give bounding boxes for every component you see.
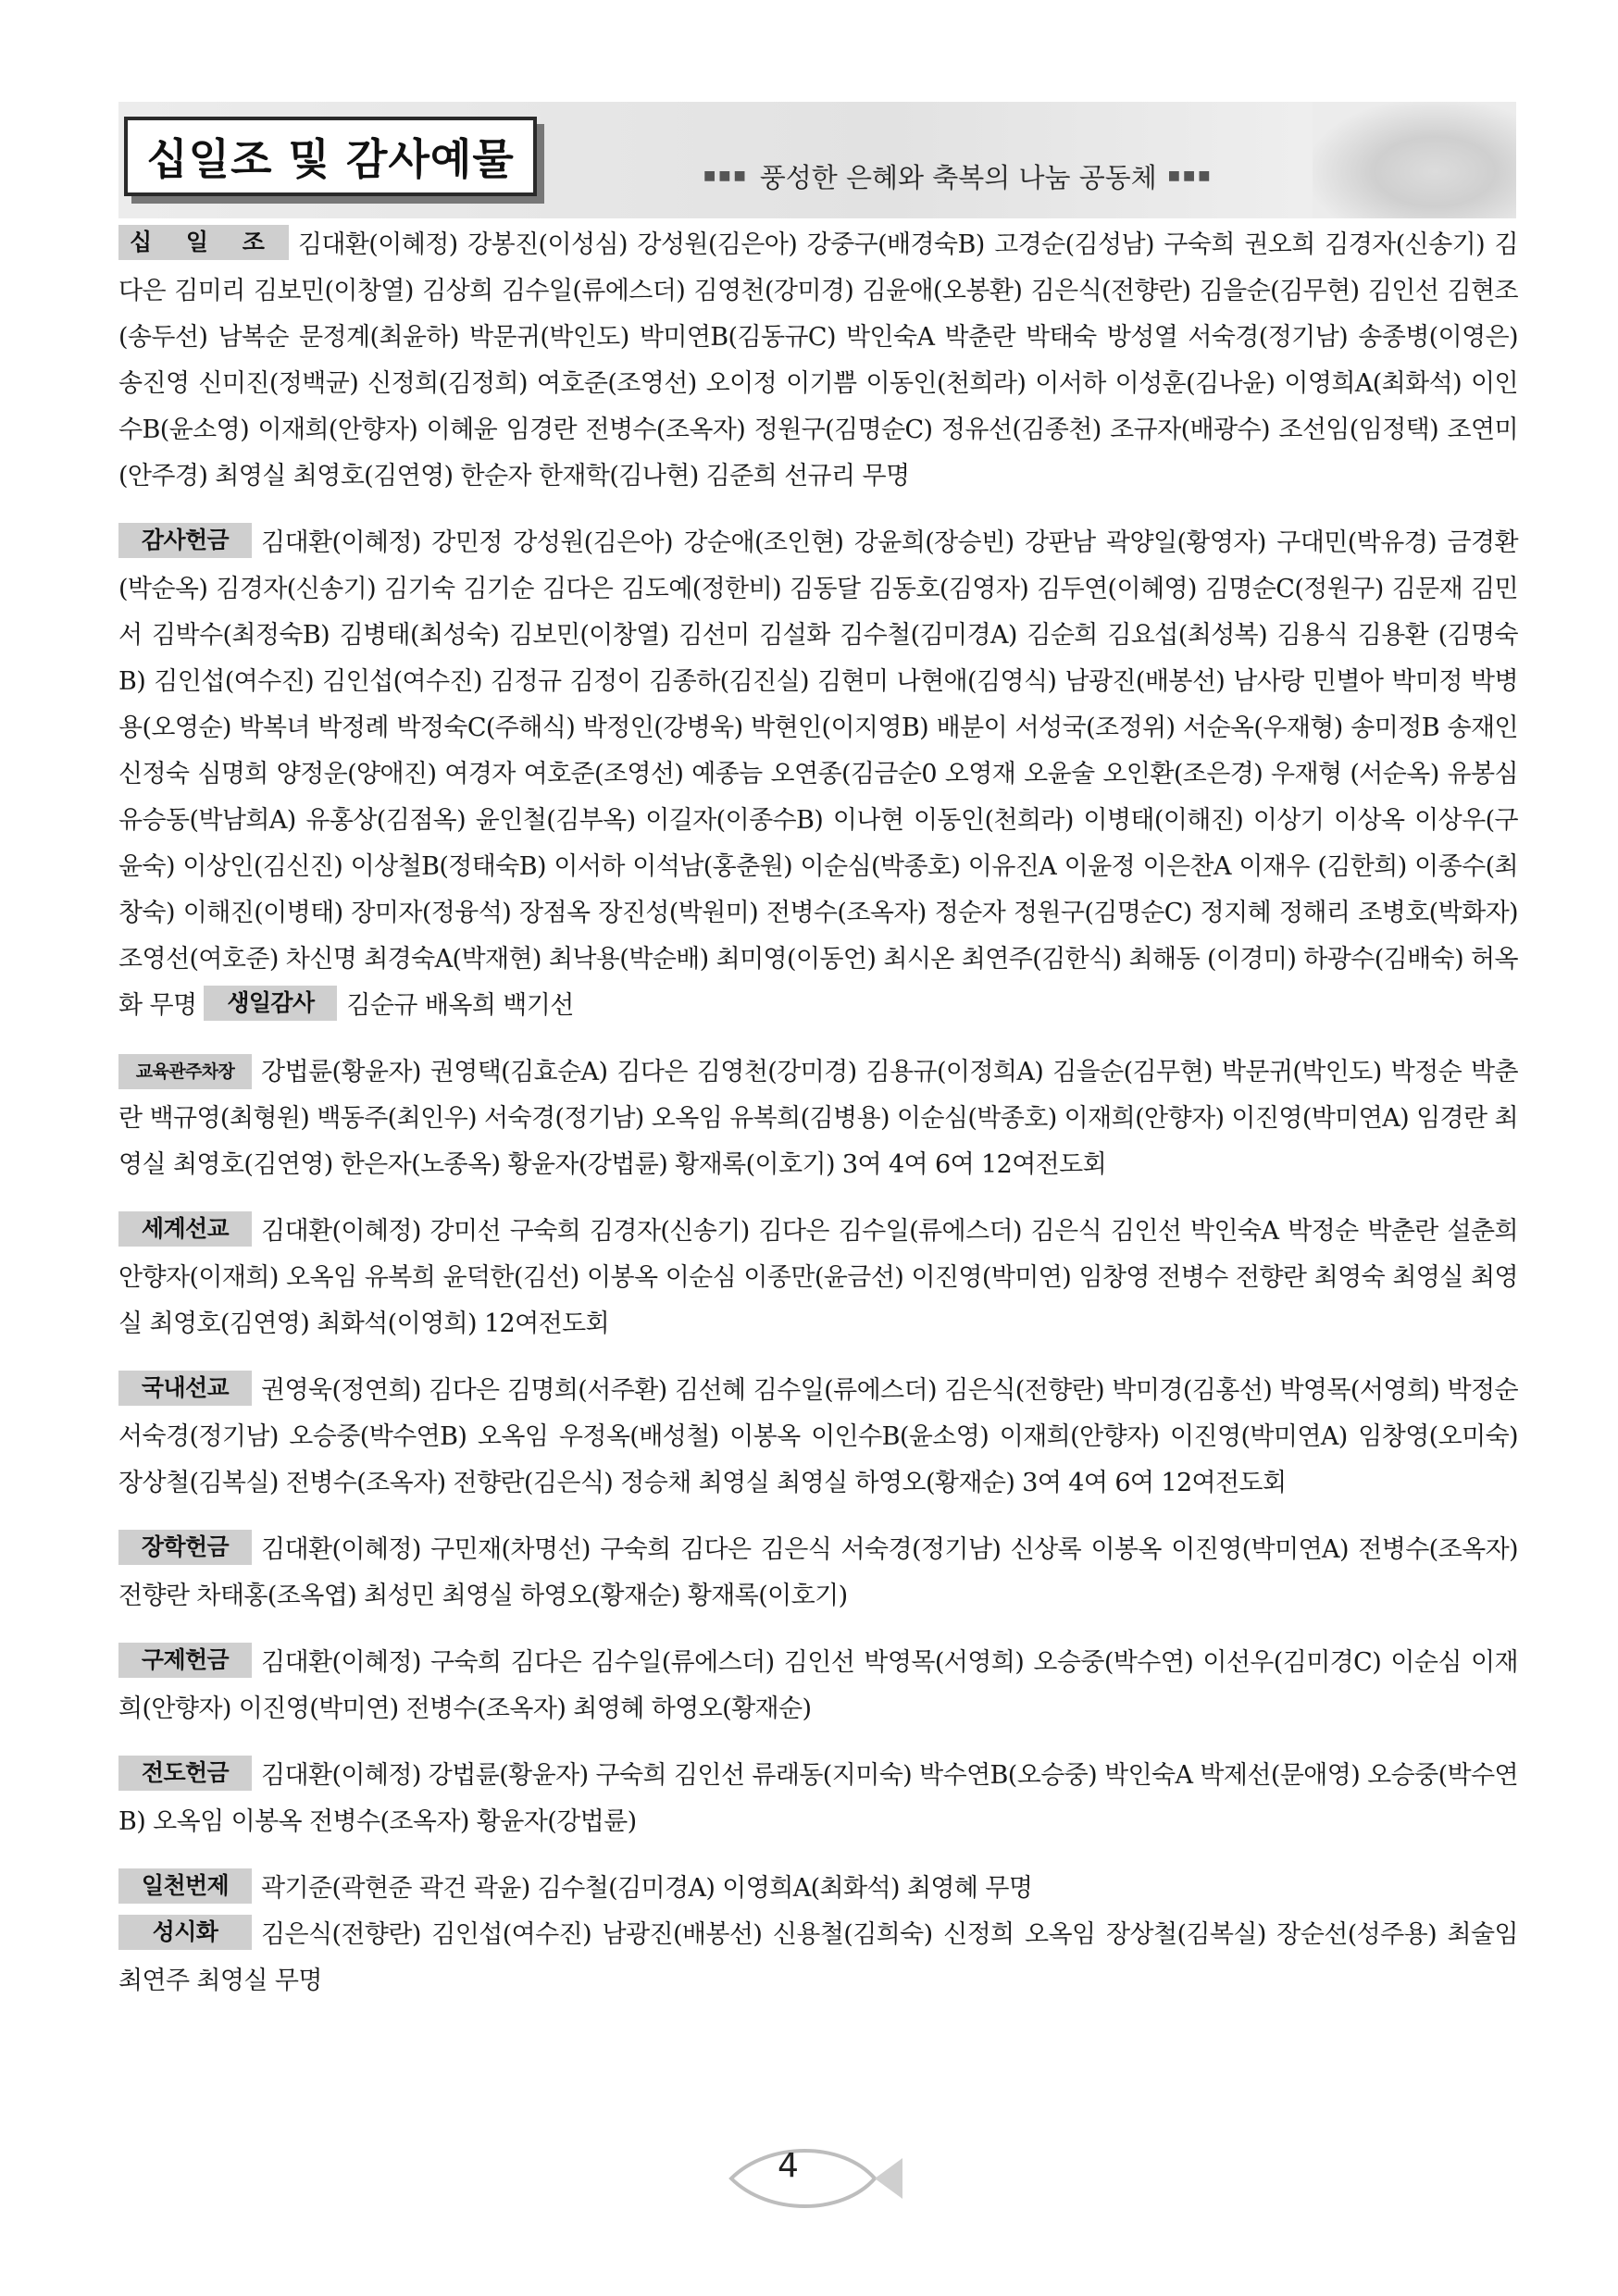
section-label: 십 일 조 bbox=[118, 225, 289, 260]
section-domestic-mission bbox=[118, 1368, 1518, 1507]
page-title-box bbox=[124, 117, 537, 196]
section-tithe bbox=[118, 222, 1518, 500]
subtitle-text: 풍성한 은혜와 축복의 나눔 공동체 bbox=[759, 161, 1157, 193]
page-footer bbox=[722, 2141, 907, 2215]
section-scholarship bbox=[118, 1527, 1518, 1620]
section-evangelism bbox=[118, 1753, 1518, 1845]
donor-names: 김대환(이혜정) 강민정 강성원(김은아) 강순애(조인현) 강윤희(장승빈) 강판남 곽양일(황영자) 구대민(박유경) 금경환 (박순옥) 김경자(신송기) 김기숙 김기순 김다은 김도예(정한비) 김동달 김동호(김영자) 김두연(이혜영) 김명순C(정원구) 김문재 김민서 김박수(최정숙B) 김병태(최성숙) 김보민(이창열) 김선미 김설화 김수철(김미경A) 김순희 김요섭(최성복) 김용식 김용환 (김명숙B) 김인섭(여수진) 김인섭(여수진) 김정규 김정이 김종하(김진실) 김현미 나현애(김영식) 남광진(배봉선) 남사랑 민별아 박미정 박병용(오영순) 박복녀 박정례 박정숙C(주해식) 박정인(강병욱) 박현인(이지영B) 배분이 서성국(조정위) 서순옥(우재형) 송미정B 송재인 신정숙 심명희 양정운(양애진) 여경자 여호준(조영선) 예종늠 오연종(김금순0 오영재 오윤술 오인환(조은경) 우재형 (서순옥) 유봉심 유승동(박남희A) 유홍상(김점옥) 윤인철(김부옥) 이길자(이종수B) 이나현 이동인(천희라) 이병태(이해진) 이상기 이상옥 이상우(구윤숙) 이상인(김신진) 이상철B(정태숙B) 이서하 이석남(홍춘원) 이순심(박종호) 이유진A 이윤정 이은찬A 이재우 (김한희) 이종수(최창숙) 이해진(이병태) 장미자(정융석) 장점옥 장진성(박원미) 전병수(조옥자) 정순자 정원구(김명순C) 정지혜 정해리 조병호(박화자) 조영선(여호준) 차신명 최경숙A(박재현) 최낙용(박순배) 최미영(이동언) 최시온 최연주(김한식) 최해동 (이경미) 하광수(김배숙) 허옥화 무명 bbox=[118, 528, 1518, 1020]
section-world-mission bbox=[118, 1209, 1518, 1347]
section-label-birthday: 생일감사 bbox=[204, 986, 337, 1021]
section-label: 전도헌금 bbox=[118, 1756, 252, 1791]
section-label: 교육관주차장 bbox=[118, 1054, 252, 1089]
donor-names: 김은식(전향란) 김인섭(여수진) 남광진(배봉선) 신용철(김희숙) 신정희 오옥임 장상철(김복실) 장순선(성주용) 최술임 최연주 최영실 무명 bbox=[118, 1920, 1518, 1995]
donor-names: 김대환(이혜정) 강미선 구숙희 김경자(신송기) 김다은 김수일(류에스더) 김은식 김인선 박인숙A 박정순 박춘란 설춘희 안향자(이재희) 오옥임 유복희 윤덕한(김선) 이봉옥 이순심 이종만(윤금선) 이진영(박미연) 임창영 전병수 전향란 최영숙 최영실 최영실 최영호(김연영) 최화석(이영희) 12여전도회 bbox=[118, 1217, 1518, 1338]
offering-list bbox=[118, 222, 1518, 2025]
donor-names: 김대환(이혜정) 강봉진(이성심) 강성원(김은아) 강중구(배경숙B) 고경순(김성남) 구숙희 권오희 김경자(신송기) 김다은 김미리 김보민(이창열) 김상희 김수일(류에스더) 김영천(강미경) 김윤애(오봉환) 김은식(전향란) 김을순(김무현) 김인선 김현조 (송두선) 남복순 문정계(최윤하) 박문귀(박인도) 박미연B(김동규C) 박인숙A 박춘란 박태숙 방성열 서숙경(정기남) 송종병(이영은) 송진영 신미진(정백균) 신정희(김정희) 여호준(조영선) 오이정 이기쁨 이동인(천희라) 이서하 이성훈(김나윤) 이영희A(최화석) 이인수B(윤소영) 이재희(안향자) 이혜윤 임경란 전병수(조옥자) 정원구(김명순C) 정유선(김종천) 조규자(배광수) 조선임(임정택) 조연미(안주경) 최영실 최영호(김연영) 한순자 한재학(김나현) 김준희 선규리 무명 bbox=[118, 230, 1518, 490]
section-label: 성시화 bbox=[118, 1915, 252, 1950]
donor-names: 강법륜(황윤자) 권영택(김효순A) 김다은 김영천(강미경) 김용규(이정희A) 김을순(김무현) 박문귀(박인도) 박정순 박춘란 백규영(최형원) 백동주(최인우) 서숙경(정기남) 오옥임 유복희(김병용) 이순심(박종호) 이재희(안향자) 이진영(박미연A) 임경란 최영실 최영호(김연영) 한은자(노종옥) 황윤자(강법륜) 황재록(이호기) 3여 4여 6여 12여전도회 bbox=[118, 1058, 1518, 1179]
section-label: 감사헌금 bbox=[118, 523, 252, 558]
section-label: 세계선교 bbox=[118, 1211, 252, 1247]
section-label: 국내선교 bbox=[118, 1371, 252, 1406]
donor-names-birthday: 김순규 배옥희 백기선 bbox=[346, 991, 574, 1020]
hands-plant-image bbox=[1313, 102, 1516, 218]
page-number: 4 bbox=[778, 2147, 799, 2185]
donor-names: 김대환(이혜정) 구민재(차명선) 구숙희 김다은 김은식 서숙경(정기남) 신상록 이봉옥 이진영(박미연A) 전병수(조옥자) 전향란 차태홍(조옥엽) 최성민 최영실 하영오(황재순) 황재록(이호기) bbox=[118, 1535, 1518, 1610]
section-relief bbox=[118, 1640, 1518, 1732]
donor-names: 권영욱(정연희) 김다은 김명희(서주환) 김선혜 김수일(류에스더) 김은식(전향란) 박미경(김홍선) 박영목(서영희) 박정순 서숙경(정기남) 오승중(박수연B) 오옥임 우정옥(배성철) 이봉옥 이인수B(윤소영) 이재희(안향자) 이진영(박미연A) 임창영(오미숙) 장상철(김복실) 전병수(조옥자) 전향란(김은식) 정승채 최영실 최영실 하영오(황재순) 3여 4여 6여 12여전도회 bbox=[118, 1376, 1518, 1497]
fish-icon bbox=[722, 2141, 907, 2215]
header-subtitle bbox=[703, 155, 1213, 196]
section-label: 구제헌금 bbox=[118, 1643, 252, 1678]
section-flowers bbox=[118, 1912, 1518, 2004]
donor-names: 김대환(이혜정) 강법륜(황윤자) 구숙희 김인선 류래동(지미숙) 박수연B(오승중) 박인숙A 박제선(문애영) 오승중(박수연B) 오옥임 이봉옥 전병수(조옥자) 황윤자(강법륜) bbox=[118, 1761, 1518, 1836]
page-title: 십일조 및 감사예물 bbox=[146, 134, 515, 184]
section-thanks bbox=[118, 520, 1518, 1029]
donor-names: 김대환(이혜정) 구숙희 김다은 김수일(류에스더) 김인선 박영목(서영희) 오승중(박수연) 이선우(김미경C) 이순심 이재희(안향자) 이진영(박미연) 전병수(조옥자) 최영혜 하영오(황재순) bbox=[118, 1648, 1518, 1723]
section-one-thousand bbox=[118, 1866, 1518, 1912]
square-dots-icon: ■■■ bbox=[703, 168, 749, 183]
donor-names: 곽기준(곽현준 곽건 곽윤) 김수철(김미경A) 이영희A(최화석) 최영혜 무명 bbox=[261, 1874, 1033, 1903]
square-dots-icon: ■■■ bbox=[1167, 168, 1214, 183]
section-label: 장학헌금 bbox=[118, 1530, 252, 1565]
section-label: 일천번제 bbox=[118, 1868, 252, 1904]
section-education-parking bbox=[118, 1049, 1518, 1188]
